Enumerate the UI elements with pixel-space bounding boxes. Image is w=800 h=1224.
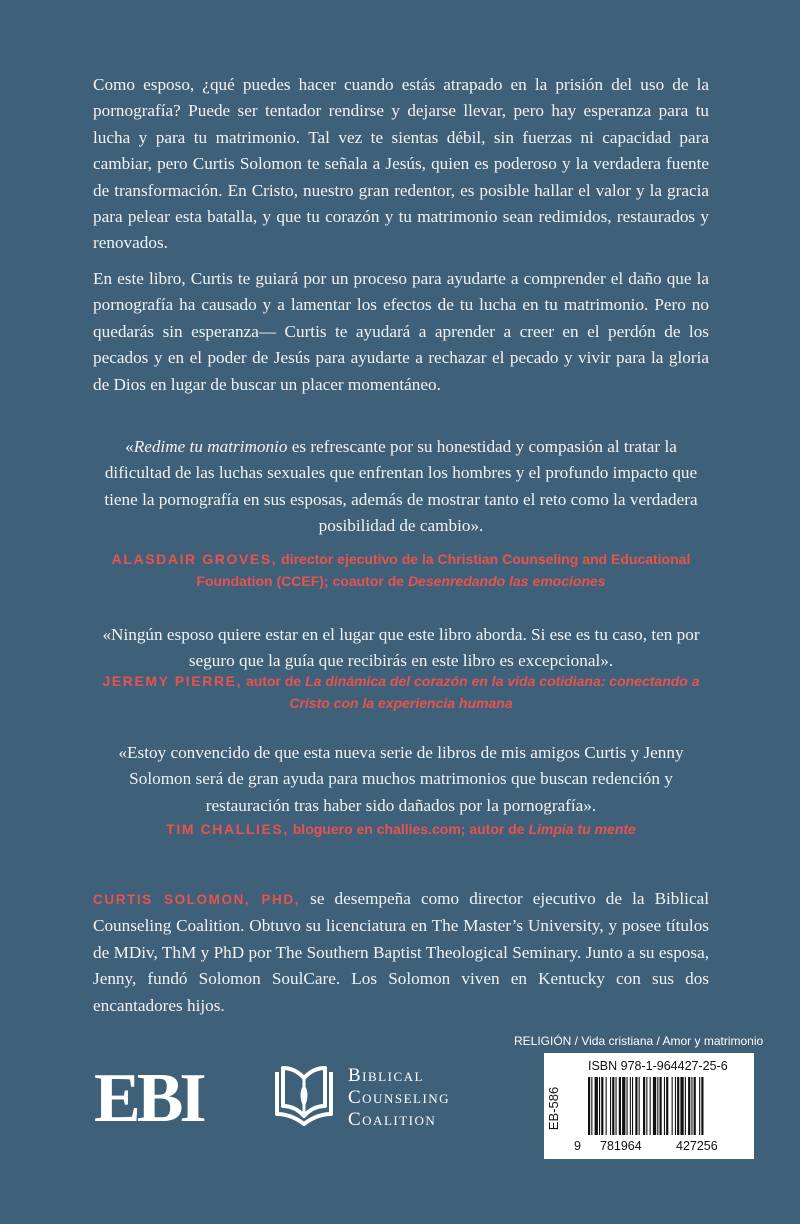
barcode-bar — [588, 1077, 590, 1135]
barcode-bar — [612, 1077, 614, 1135]
isbn-text: ISBN 978-1-964427-25-6 — [588, 1059, 728, 1073]
barcode-bar — [653, 1077, 656, 1135]
endorser-name: TIM CHALLIES, — [166, 821, 289, 837]
barcode-bar — [675, 1077, 676, 1135]
bcc-book-icon — [273, 1064, 335, 1128]
barcode-bar — [646, 1077, 647, 1135]
endorser-book: La dinámica del corazón en la vida cotidiana: conectando a Cristo con la experiencia humana — [289, 673, 700, 711]
barcode-bar — [699, 1077, 700, 1135]
bcc-line-3: Coalition — [348, 1109, 437, 1130]
barcode-bar — [635, 1077, 637, 1135]
barcode-bar — [616, 1077, 617, 1135]
bcc-line-2: Counseling — [348, 1087, 451, 1108]
barcode-bar — [639, 1077, 640, 1135]
barcode-bar — [606, 1077, 607, 1135]
product-code: EB-586 — [546, 1086, 562, 1131]
barcode-bar — [601, 1077, 603, 1135]
bcc-line-1: Biblical — [348, 1065, 424, 1086]
endorsement-quote-1: «Redime tu matrimonio es refrescante por su honestidad y compasión al tratar la dificultad de las luchas sexuales que enfrentan los hombres y el profundo impacto que tiene la pornografía en sus esposas, además de mostrar tanto el reto como la verdadera posibilidad de cambio». — [104, 437, 698, 536]
quote-book-title: Redime tu matrimonio — [133, 437, 288, 456]
barcode-digit-first: 9 — [574, 1139, 581, 1153]
bcc-logo-text — [348, 1065, 450, 1131]
author-bio: CURTIS SOLOMON, PHD, se desempeña como director ejecutivo de la Biblical Counseling Coalition. Obtuvo su licenciatura en The Master’s University, y posee títulos de MDiv, ThM y PhD por The Southern Baptist Theological Seminary. Junto a su esposa, Jenny, fundó Solomon SoulCare. Los Solomon viven en Kentucky con sus dos encantadores hijos. — [93, 889, 709, 1015]
intro-paragraph-1: Como esposo, ¿qué puedes hacer cuando estás atrapado en la prisión del uso de la pornografía? Puede ser tentador rendirse y dejarse llevar, pero hay esperanza para tu lucha y para tu matrimonio. Tal vez te sientas débil, sin fuerzas ni capacidad para cambiar, pero Curtis Solomon te señala a Jesús, quien es poderoso y la verdadera fuente de transformación. En Cristo, nuestro gran redentor, es posible hallar el valor y la gracia para pelear esta batalla, y que tu corazón y tu matrimonio sean redimidos, restaurados y renovados. — [93, 75, 709, 253]
barcode-bar — [701, 1077, 703, 1135]
barcode-bar — [627, 1077, 628, 1135]
endorser-name: ALASDAIR GROVES, — [111, 551, 278, 567]
barcode-box — [544, 1053, 754, 1159]
barcode-bar — [664, 1077, 665, 1135]
barcode-bar — [691, 1077, 692, 1135]
barcode-bar — [688, 1077, 690, 1135]
author-name: CURTIS SOLOMON, PHD, — [93, 892, 301, 907]
barcode-bar — [680, 1077, 683, 1135]
endorsement-quote-3: «Estoy convencido de que esta nueva serie de libros de mis amigos Curtis y Jenny Solomon será de gran ayuda para muchos matrimonios que buscan redención y restauración tras haber sido dañados por la pornografía». — [118, 743, 684, 815]
barcode-bar — [599, 1077, 600, 1135]
endorsement-attribution-1: ALASDAIR GROVES, director ejecutivo de la Christian Counseling and Educational Foundation (CCEF); coautor de Desenredando las emociones — [111, 551, 691, 589]
endorsement-attribution-3: TIM CHALLIES, bloguero en challies.com; autor de Limpia tu mente — [166, 821, 636, 837]
barcode-bar — [677, 1077, 679, 1135]
endorser-book: Desenredando las emociones — [407, 573, 606, 589]
endorsement-attribution-2: JEREMY PIERRE, autor de La dinámica del corazón en la vida cotidiana: conectando a Cristo con la experiencia humana — [102, 673, 700, 711]
ebi-logo: EBI — [94, 1060, 203, 1137]
barcode-bar — [685, 1077, 686, 1135]
barcode-bar — [632, 1077, 633, 1135]
barcode-bar — [650, 1077, 651, 1135]
endorser-name: JEREMY PIERRE, — [102, 673, 243, 689]
barcode-bar — [666, 1077, 668, 1135]
endorsement-quote-2: «Ningún esposo quiere estar en el lugar que este libro aborda. Si ese es tu caso, ten por seguro que la guía que recibirás en este libro es excepcional». — [102, 625, 700, 671]
category-label: RELIGIÓN / Vida cristiana / Amor y matrimonio — [514, 1034, 764, 1048]
barcode-bar — [694, 1077, 696, 1135]
endorser-book: Limpia tu mente — [528, 821, 636, 837]
barcode-digits-group-1: 781964 — [600, 1139, 642, 1153]
barcode-bar — [672, 1077, 673, 1135]
barcode-bar — [643, 1077, 645, 1135]
barcode-bar — [657, 1077, 658, 1135]
barcode-bar — [619, 1077, 621, 1135]
barcode-digits-group-2: 427256 — [676, 1139, 718, 1153]
barcode-bars — [588, 1077, 744, 1135]
barcode-bar — [660, 1077, 662, 1135]
barcode-bar — [622, 1077, 625, 1135]
barcode-bar — [630, 1077, 631, 1135]
barcode-bar — [610, 1077, 611, 1135]
barcode-bar — [591, 1077, 592, 1135]
barcode-bar — [595, 1077, 598, 1135]
intro-paragraph-2: En este libro, Curtis te guiará por un proceso para ayudarte a comprender el daño que la pornografía ha causado y a lamentar los efectos de tu lucha en tu matrimonio. Pero no quedarás sin esperanza— Curtis te ayudará a aprender a creer en el perdón de los pecados y en el poder de Jesús para ayudarte a rechazar el pecado y vivir para la gloria de Dios en lugar de buscar un placer momentáneo. — [93, 269, 709, 394]
